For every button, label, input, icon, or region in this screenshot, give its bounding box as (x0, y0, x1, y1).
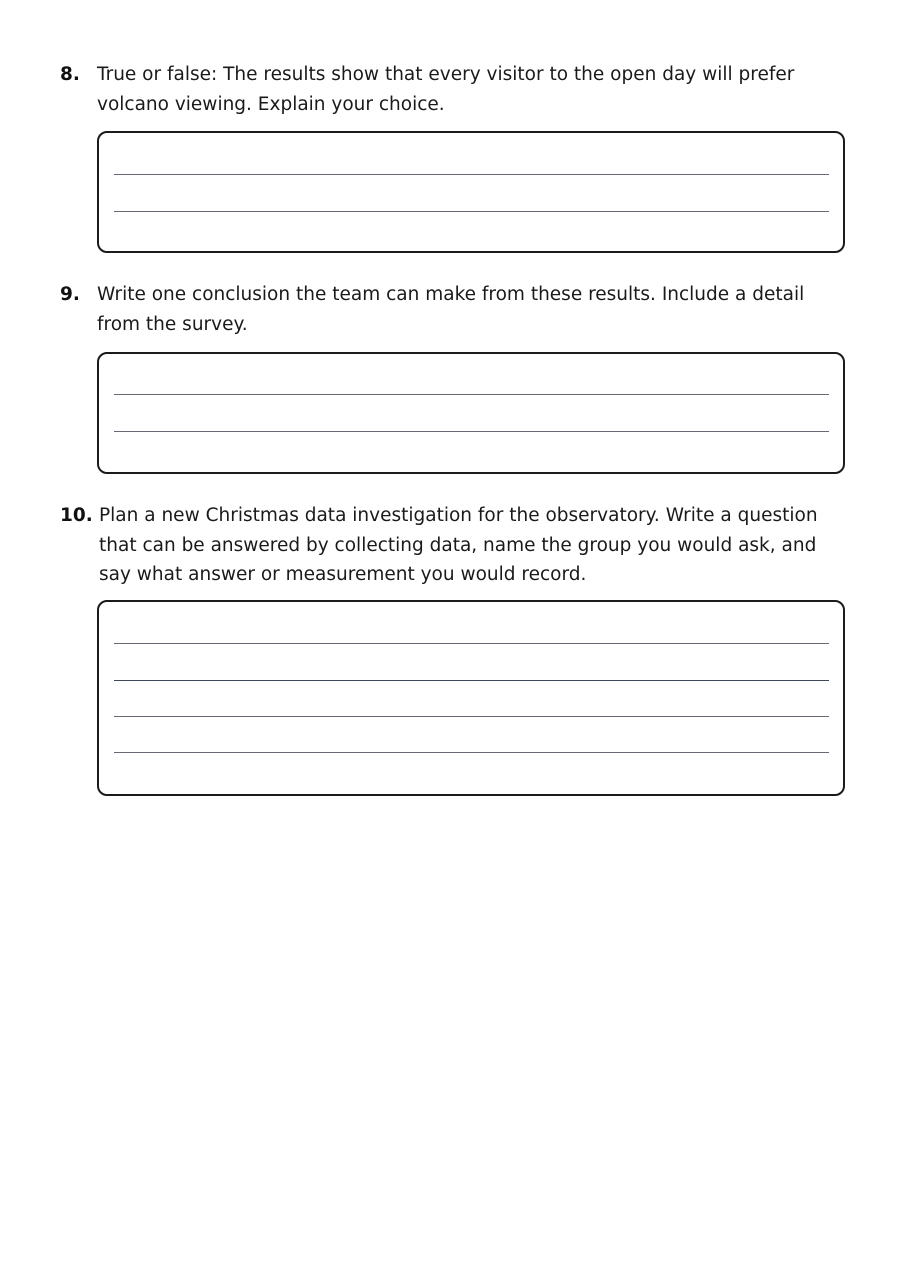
answer-line (114, 174, 829, 175)
question-text: Plan a new Christmas data investigation for the observatory. Write a question that can be answered by collecting data, name the group you would ask, and say what answer or measurement you would record. (99, 505, 818, 585)
answer-line (114, 716, 829, 717)
question-text: True or false: The results show that every visitor to the open day will prefer volcano viewing. Explain your choice. (97, 64, 795, 115)
question-number: 9. (60, 284, 80, 305)
answer-line (114, 211, 829, 212)
answer-box-10[interactable] (97, 600, 845, 796)
question-text: Write one conclusion the team can make from these results. Include a detail from the survey. (97, 284, 805, 335)
question-10 (60, 501, 860, 590)
question-8 (60, 60, 860, 119)
answer-line (114, 394, 829, 395)
question-9 (60, 280, 860, 339)
answer-box-8[interactable] (97, 131, 845, 253)
answer-line (114, 643, 829, 644)
answer-line (114, 431, 829, 432)
answer-line (114, 752, 829, 753)
answer-line (114, 680, 829, 681)
question-number: 8. (60, 64, 80, 85)
answer-box-9[interactable] (97, 352, 845, 474)
question-number: 10. (60, 505, 93, 526)
